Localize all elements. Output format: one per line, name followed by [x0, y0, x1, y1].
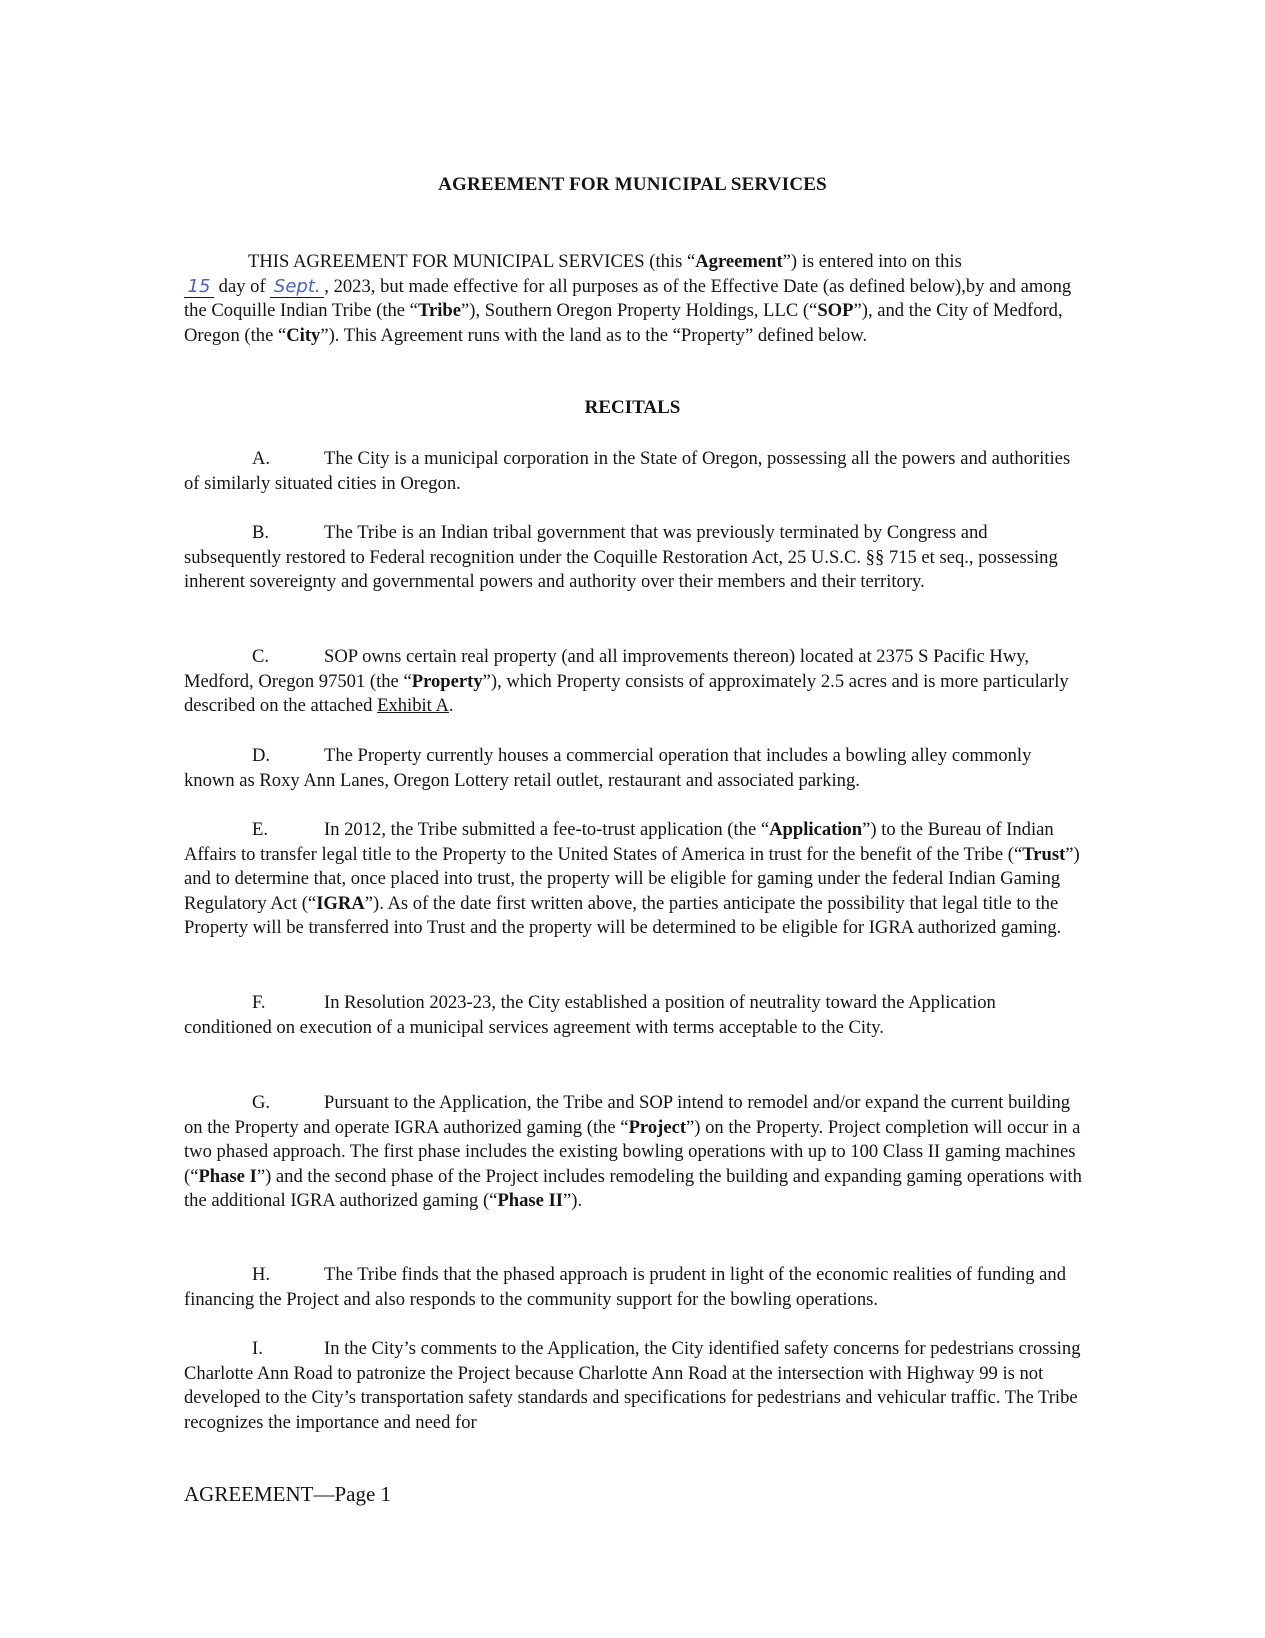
recital-h: [184, 1263, 1084, 1312]
recital-g: [184, 1091, 1084, 1214]
intro-text: ”), Southern Oregon Property Holdings, LLC (“: [461, 300, 818, 322]
recital-text: ”). As of the date first written above, the parties anticipate the possibility that legal title to the Property will be transferred into Trust and the property will be determined to be eligible for IGRA authorized gaming.: [184, 892, 1062, 939]
intro-text: ”) is entered into on this: [782, 251, 962, 272]
recital-a: [184, 447, 1084, 496]
recital-d: [184, 744, 1084, 793]
recital-text: In 2012, the Tribe submitted a fee-to-trust application (the “: [324, 819, 770, 840]
recital-letter: D.: [252, 745, 271, 766]
document-title: AGREEMENT FOR MUNICIPAL SERVICES: [438, 174, 827, 195]
intro-text: THIS AGREEMENT FOR MUNICIPAL SERVICES (this “: [248, 251, 696, 272]
defined-term-trust: Trust: [1022, 843, 1066, 865]
recital-text: ”) and the second phase of the Project includes remodeling the building and expanding gaming operations with the additional IGRA authorized gaming (“: [184, 1165, 1082, 1212]
defined-term-agreement: Agreement: [695, 251, 783, 272]
exhibit-reference: Exhibit A: [377, 695, 449, 717]
intro-text: day of: [214, 275, 271, 297]
recital-letter: I.: [252, 1338, 263, 1359]
recital-letter: C.: [252, 646, 270, 667]
recital-text: ”) to the Bureau of Indian Affairs to transfer legal title to the Property to the United States of America in trust for the benefit of the Tribe (“: [184, 819, 1054, 865]
recital-letter: E.: [252, 819, 269, 840]
recital-text: .: [448, 695, 454, 717]
recital-text: In the City’s comments to the Application, the City identified safety concerns for pedestrians crossing Charlotte Ann Road to patronize the Project because Charlotte Ann Road at the intersection with Highway 99 is not developed to the City’s transportation safety standards and specifications for pedestrians and vehicular traffic. The Tribe recognizes the importance and need for: [184, 1338, 1081, 1433]
recital-i: [184, 1337, 1084, 1435]
intro-text: , 2023, but made effective for all purposes as of the Effective Date (as defined below),by and among the Coquille Indian Tribe (the “: [184, 275, 1072, 322]
recital-text: The Property currently houses a commercial operation that includes a bowling alley commonly known as Roxy Ann Lanes, Oregon Lottery retail outlet, restaurant and associated parking.: [184, 745, 1032, 791]
defined-term-application: Application: [769, 819, 863, 840]
defined-term-sop: SOP: [817, 300, 854, 322]
recital-c: [184, 645, 1084, 719]
recital-text: ”) on the Property. Project completion will occur in a two phased approach. The first phase includes the existing bowling operations with up to 100 Class II gaming machines (“: [184, 1116, 1081, 1187]
recital-text: The Tribe finds that the phased approach is prudent in light of the economic realities of funding and financing the Project and also responds to the community support for the bowling operations.: [184, 1264, 1067, 1310]
defined-term-phase-2: Phase II: [497, 1190, 564, 1212]
recital-text: The City is a municipal corporation in the State of Oregon, possessing all the powers and authorities of similarly situated cities in Oregon.: [184, 448, 1071, 494]
recital-text: ”) and to determine that, once placed into trust, the property will be eligible for gaming under the federal Indian Gaming Regulatory Act (“: [184, 843, 1080, 914]
defined-term-tribe: Tribe: [417, 300, 461, 322]
intro-paragraph: [184, 250, 1084, 348]
recital-letter: H.: [252, 1264, 271, 1285]
defined-term-property: Property: [411, 670, 483, 692]
intro-text: ”). This Agreement runs with the land as to the “Property” defined below.: [320, 324, 868, 346]
defined-term-project: Project: [628, 1116, 687, 1138]
recital-text: ”).: [563, 1190, 583, 1212]
recital-f: [184, 991, 1084, 1040]
recital-e: [184, 818, 1084, 941]
recital-letter: G.: [252, 1092, 271, 1113]
intro-text: ”), and the City of Medford, Oregon (the “: [184, 300, 1063, 346]
defined-term-city: City: [286, 324, 321, 346]
recital-letter: A.: [252, 448, 271, 469]
defined-term-igra: IGRA: [316, 892, 365, 914]
recital-text: ”), which Property consists of approximately 2.5 acres and is more particularly described on the attached: [184, 670, 1069, 717]
recital-letter: F.: [252, 992, 266, 1013]
recital-text: In Resolution 2023-23, the City established a position of neutrality toward the Application conditioned on execution of a municipal services agreement with terms acceptable to the City.: [184, 992, 996, 1038]
page-footer: AGREEMENT—Page 1: [184, 1482, 392, 1506]
recital-b: [184, 521, 1084, 595]
defined-term-phase-1: Phase I: [198, 1165, 257, 1187]
recital-letter: B.: [252, 522, 270, 543]
recitals-heading: RECITALS: [584, 397, 681, 418]
handwritten-day: 15: [184, 277, 214, 298]
recital-text: Pursuant to the Application, the Tribe and SOP intend to remodel and/or expand the current building on the Property and operate IGRA authorized gaming (the “: [184, 1092, 1071, 1138]
recital-text: SOP owns certain real property (and all improvements thereon) located at 2375 S Pacific Hwy, Medford, Oregon 97501 (the “: [184, 646, 1029, 692]
recital-text: The Tribe is an Indian tribal government that was previously terminated by Congress and subsequently restored to Federal recognition under the Coquille Restoration Act, 25 U.S.C. §§ 715 et seq., possessing inherent sovereignty and governmental powers and authority over their members and their territory.: [184, 522, 1058, 593]
handwritten-month: Sept.: [270, 277, 324, 298]
